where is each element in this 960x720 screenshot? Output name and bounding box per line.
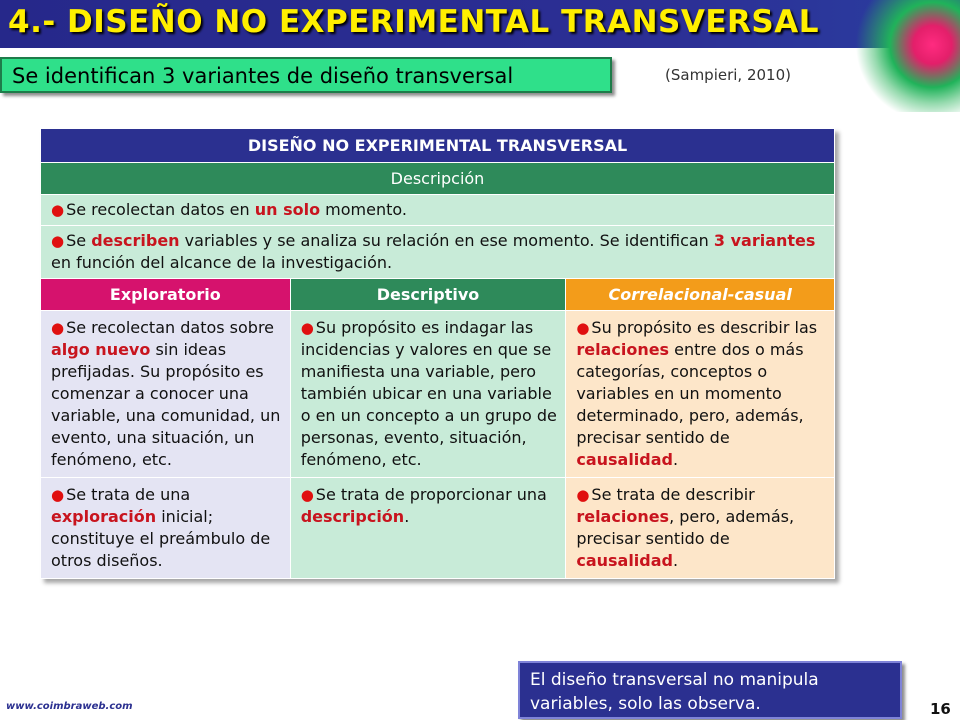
title-bar xyxy=(0,0,960,48)
note-text: El diseño transversal no manipula variables, solo las observa. xyxy=(530,670,819,714)
text-segment: Se xyxy=(66,231,92,250)
design-table xyxy=(40,128,835,579)
text-segment: inicial; constituye el preámbulo de otros diseños. xyxy=(51,507,271,570)
descriptivo-cell-1 xyxy=(290,311,566,478)
correlacional-cell-2 xyxy=(566,478,835,579)
subtitle-box xyxy=(0,57,612,93)
text-segment: sin ideas prefijadas. Su propósito es comenzar a conocer una variable, una comunidad, un evento, una situación, un fenómeno, etc. xyxy=(51,340,281,469)
website-link[interactable]: www.coimbraweb.com xyxy=(6,701,133,712)
text-segment: momento. xyxy=(320,200,407,219)
bullet-icon: ● xyxy=(51,232,65,250)
descriptivo-cell-2 xyxy=(290,478,566,579)
text-segment: en función del alcance de la investigación. xyxy=(51,253,393,272)
text-segment: entre dos o más categorías, conceptos o variables en un momento determinado, pero, además, precisar sentido de xyxy=(576,340,804,447)
text-segment: Se trata de proporcionar una xyxy=(315,485,547,504)
bullet-icon: ● xyxy=(576,319,590,337)
exploratorio-cell-2 xyxy=(41,478,291,579)
highlight-text: descripción xyxy=(300,507,405,526)
text-segment: Se trata de describir xyxy=(591,485,755,504)
page-title: 4.- DISEÑO NO EXPERIMENTAL TRANSVERSAL xyxy=(8,4,819,40)
subtitle: Se identifican 3 variantes de diseño transversal xyxy=(12,64,514,88)
text-segment: . xyxy=(673,450,679,469)
text-segment: . xyxy=(673,551,679,570)
highlight-text: relaciones xyxy=(576,507,670,526)
column-header-correlacional: Correlacional-casual xyxy=(566,279,835,311)
highlight-text: describen xyxy=(91,231,180,250)
bullet-icon: ● xyxy=(300,486,314,504)
highlight-text: algo nuevo xyxy=(51,340,151,359)
citation: (Sampieri, 2010) xyxy=(665,66,791,84)
bullet-icon: ● xyxy=(51,486,65,504)
description-row-2 xyxy=(41,226,835,279)
bullet-icon: ● xyxy=(300,319,314,337)
highlight-text: causalidad xyxy=(576,551,673,570)
column-header-descriptivo: Descriptivo xyxy=(290,279,566,311)
text-segment: Se recolectan datos en xyxy=(66,200,255,219)
text-segment: Su propósito es indagar las incidencias y valores en que se manifiesta una variable, pero también ubicar en una variable o en un concepto a un grupo de personas, evento, situación, fenómeno, etc. xyxy=(300,318,557,469)
text-segment: . xyxy=(404,507,410,526)
highlight-text: relaciones xyxy=(576,340,670,359)
highlight-text: exploración xyxy=(51,507,157,526)
text-segment: , pero, además, precisar sentido de xyxy=(576,507,795,548)
column-header-exploratorio: Exploratorio xyxy=(41,279,291,311)
decorative-orb xyxy=(850,0,960,112)
highlight-text: un solo xyxy=(254,200,321,219)
text-segment: variables y se analiza su relación en ese momento. Se identifican xyxy=(179,231,714,250)
table-title: DISEÑO NO EXPERIMENTAL TRANSVERSAL xyxy=(41,129,835,163)
text-segment: Su propósito es describir las xyxy=(591,318,818,337)
bullet-icon: ● xyxy=(51,201,65,219)
exploratorio-cell-1 xyxy=(41,311,291,478)
highlight-text: causalidad xyxy=(576,450,673,469)
text-segment: Se trata de una xyxy=(66,485,191,504)
note-box xyxy=(518,661,902,719)
page-number: 16 xyxy=(930,700,951,718)
text-segment: Se recolectan datos sobre xyxy=(66,318,275,337)
bullet-icon: ● xyxy=(51,319,65,337)
correlacional-cell-1 xyxy=(566,311,835,478)
bullet-icon: ● xyxy=(576,486,590,504)
description-header: Descripción xyxy=(41,163,835,195)
description-row-1 xyxy=(41,195,835,226)
highlight-text: 3 variantes xyxy=(713,231,816,250)
